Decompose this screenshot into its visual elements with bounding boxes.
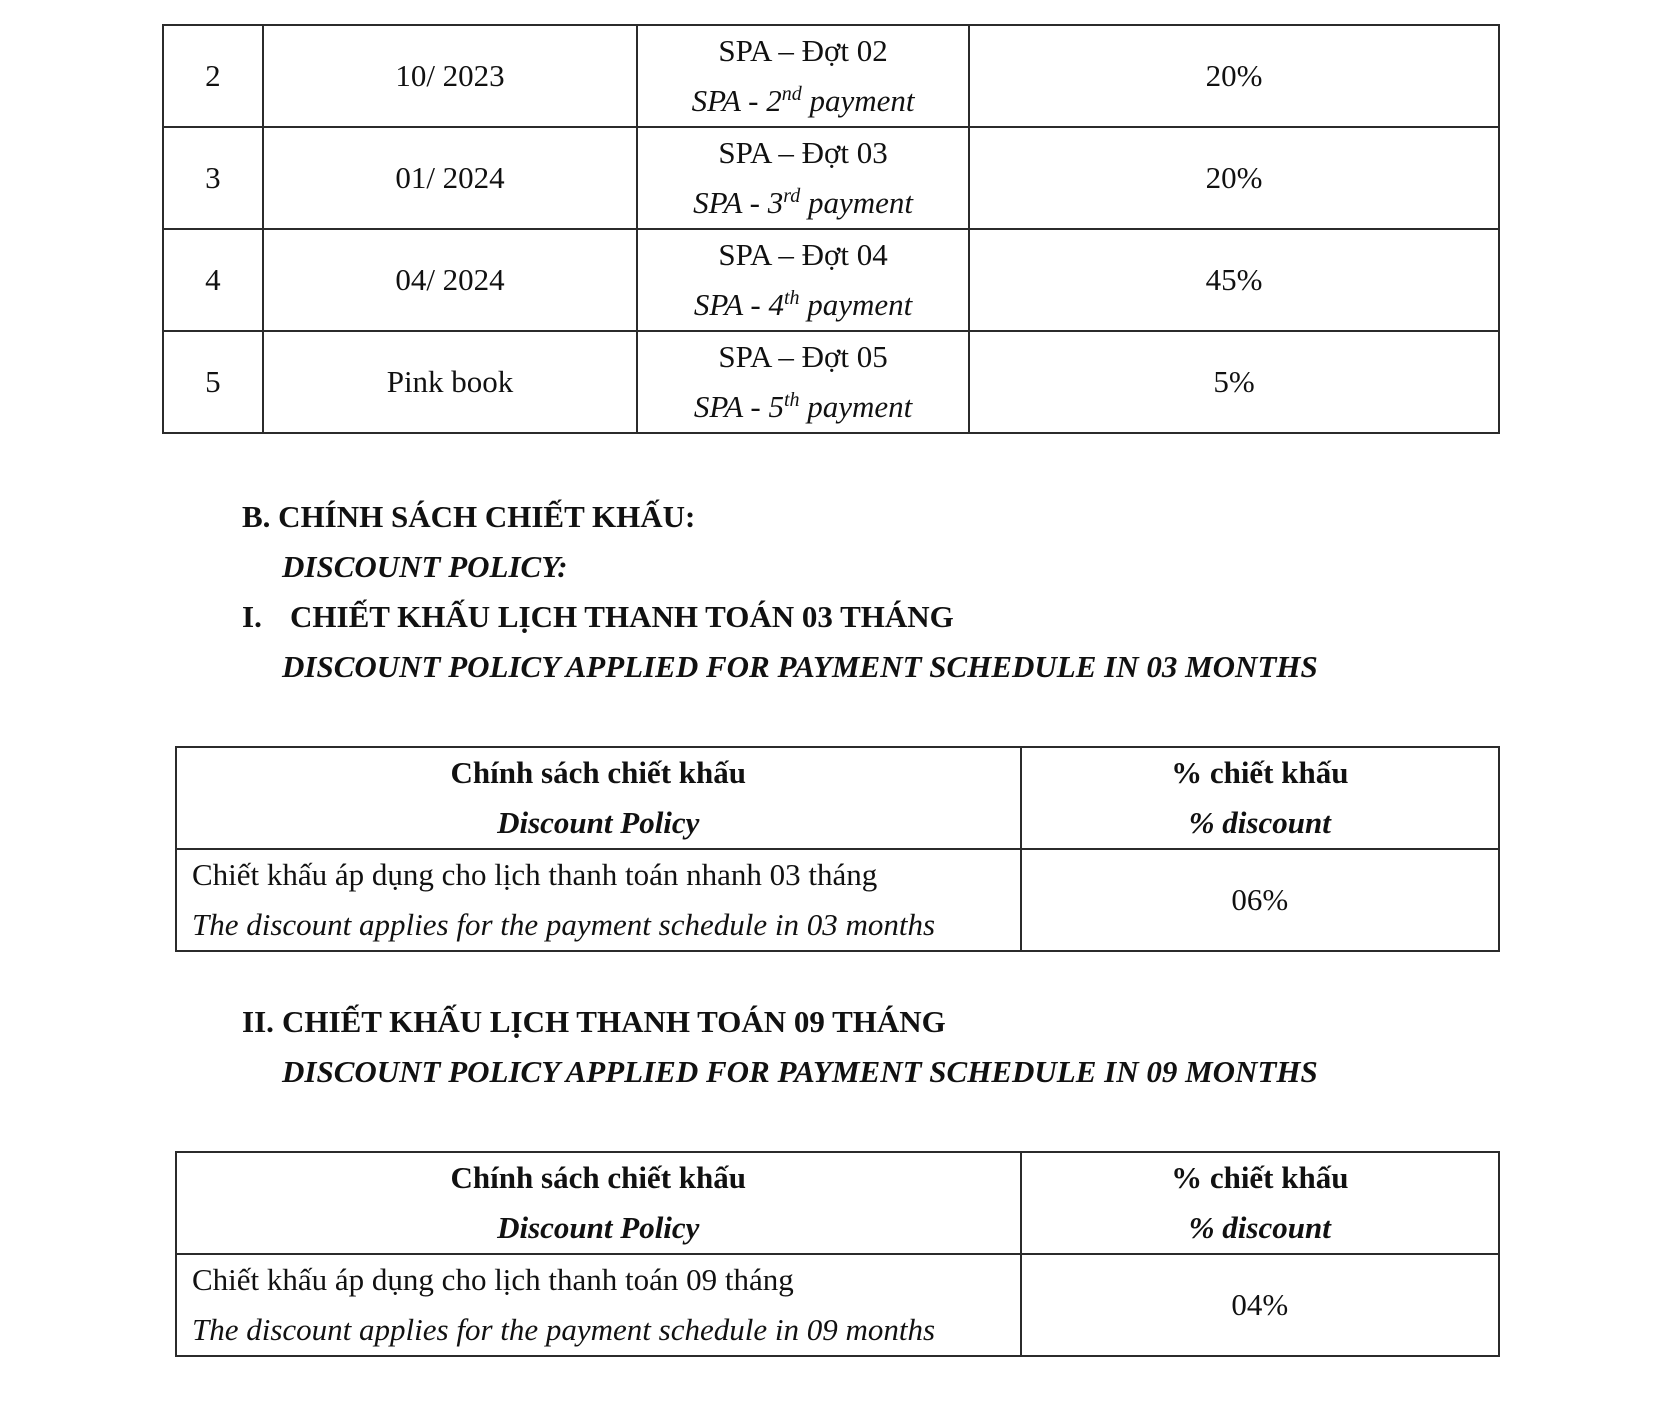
payment-time: 01/ 2024 bbox=[263, 127, 637, 229]
section-b-subtitle: DISCOUNT POLICY: bbox=[282, 549, 568, 584]
payment-time: 04/ 2024 bbox=[263, 229, 637, 331]
section-1-number: I. bbox=[242, 599, 262, 634]
discount-table-03-months bbox=[175, 746, 1500, 952]
section-1-title-text: CHIẾT KHẤU LỊCH THANH TOÁN 03 THÁNG bbox=[290, 599, 954, 634]
payment-stage bbox=[637, 331, 969, 433]
header-policy: Chính sách chiết khấu Discount Policy bbox=[176, 747, 1021, 849]
table-row bbox=[176, 1254, 1499, 1356]
section-b-title: B. CHÍNH SÁCH CHIẾT KHẤU: bbox=[242, 499, 696, 534]
table-row bbox=[176, 849, 1499, 951]
section-2-subtitle: DISCOUNT POLICY APPLIED FOR PAYMENT SCHEDULE IN 09 MONTHS bbox=[282, 1054, 1318, 1089]
section-1-subtitle: DISCOUNT POLICY APPLIED FOR PAYMENT SCHEDULE IN 03 MONTHS bbox=[282, 649, 1318, 684]
table-header-row bbox=[176, 747, 1499, 849]
payment-schedule-table bbox=[162, 24, 1500, 434]
row-number: 5 bbox=[163, 331, 263, 433]
stage-vi: SPA – Đợt 02 bbox=[718, 33, 888, 68]
stage-en: SPA - 5th payment bbox=[693, 389, 913, 424]
payment-stage bbox=[637, 25, 969, 127]
discount-table-09-months bbox=[175, 1151, 1500, 1357]
header-policy: Chính sách chiết khấu Discount Policy bbox=[176, 1152, 1021, 1254]
payment-stage bbox=[637, 229, 969, 331]
table-row bbox=[163, 229, 1499, 331]
header-percent: % chiết khấu % discount bbox=[1021, 747, 1499, 849]
section-2-title-text: CHIẾT KHẤU LỊCH THANH TOÁN 09 THÁNG bbox=[282, 1004, 946, 1039]
discount-percent: 04% bbox=[1021, 1254, 1499, 1356]
payment-stage bbox=[637, 127, 969, 229]
section-2-number: II. bbox=[242, 1004, 274, 1039]
payment-percent: 45% bbox=[969, 229, 1499, 331]
payment-percent: 20% bbox=[969, 127, 1499, 229]
table-row bbox=[163, 331, 1499, 433]
stage-en: SPA - 3rd payment bbox=[693, 185, 914, 220]
header-percent: % chiết khấu % discount bbox=[1021, 1152, 1499, 1254]
stage-en: SPA - 2nd payment bbox=[691, 83, 915, 118]
policy-description: Chiết khấu áp dụng cho lịch thanh toán nhanh 03 tháng The discount applies for the payment schedule in 03 months bbox=[176, 849, 1021, 951]
policy-description: Chiết khấu áp dụng cho lịch thanh toán 09 tháng The discount applies for the payment schedule in 09 months bbox=[176, 1254, 1021, 1356]
stage-en: SPA - 4th payment bbox=[693, 287, 913, 322]
row-number: 2 bbox=[163, 25, 263, 127]
table-header-row bbox=[176, 1152, 1499, 1254]
stage-vi: SPA – Đợt 05 bbox=[718, 339, 888, 374]
payment-time: Pink book bbox=[263, 331, 637, 433]
payment-time: 10/ 2023 bbox=[263, 25, 637, 127]
payment-percent: 5% bbox=[969, 331, 1499, 433]
discount-percent: 06% bbox=[1021, 849, 1499, 951]
table-row bbox=[163, 25, 1499, 127]
row-number: 4 bbox=[163, 229, 263, 331]
table-row bbox=[163, 127, 1499, 229]
stage-vi: SPA – Đợt 03 bbox=[718, 135, 888, 170]
row-number: 3 bbox=[163, 127, 263, 229]
section-1-title bbox=[242, 592, 954, 642]
payment-percent: 20% bbox=[969, 25, 1499, 127]
stage-vi: SPA – Đợt 04 bbox=[718, 237, 888, 272]
section-2-title bbox=[242, 997, 946, 1047]
